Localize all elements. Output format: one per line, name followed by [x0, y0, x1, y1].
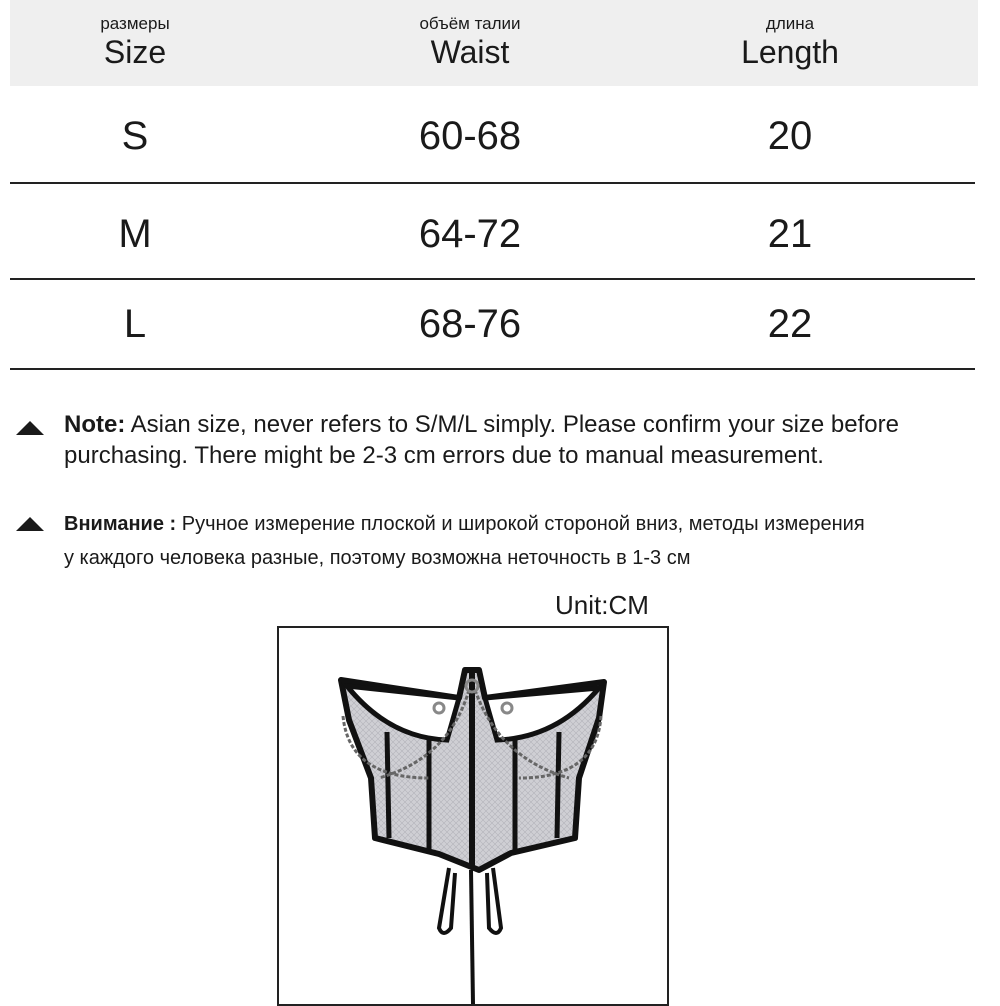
corset-illustration	[279, 628, 667, 1004]
note-text: Asian size, never refers to S/M/L simply. Please confirm your size before purchasing. There might be 2-3 cm errors due to manual measurement.	[64, 411, 899, 469]
table-row-waist: 64-72	[418, 212, 522, 256]
table-row-size: L	[123, 302, 147, 346]
header-size-en: Size	[103, 34, 167, 70]
table-row-size: S	[121, 114, 149, 158]
row-divider	[10, 278, 975, 280]
header-size-ru: размеры	[100, 14, 170, 33]
warning-triangle-icon	[16, 421, 44, 435]
table-row-size: M	[118, 212, 152, 256]
table-row-waist: 60-68	[418, 114, 522, 158]
header-size	[35, 14, 235, 70]
header-waist-en: Waist	[430, 34, 510, 70]
warning-line2: у каждого человека разные, поэтому возможна неточность в 1-3 см	[64, 547, 691, 569]
header-waist-ru: объём талии	[419, 14, 521, 33]
row-divider	[10, 368, 975, 370]
warning-triangle-icon	[16, 517, 44, 531]
row-divider	[10, 182, 975, 184]
table-row-waist: 68-76	[418, 302, 522, 346]
table-row-length: 20	[767, 114, 813, 158]
header-waist	[330, 14, 610, 70]
table-row-length: 22	[767, 302, 813, 346]
note-block	[12, 409, 992, 479]
header-length	[690, 14, 890, 70]
warning-block	[12, 507, 1000, 579]
header-length-en: Length	[741, 34, 839, 70]
note-label: Note:	[64, 411, 126, 438]
table-row-length: 21	[767, 212, 813, 256]
warning-label: Внимание :	[64, 513, 177, 535]
unit-label: Unit:CM	[555, 590, 649, 620]
warning-line1: Ручное измерение плоской и широкой стороной вниз, методы измерения	[181, 513, 865, 535]
header-length-ru: длина	[765, 14, 815, 33]
product-image	[277, 626, 669, 1006]
